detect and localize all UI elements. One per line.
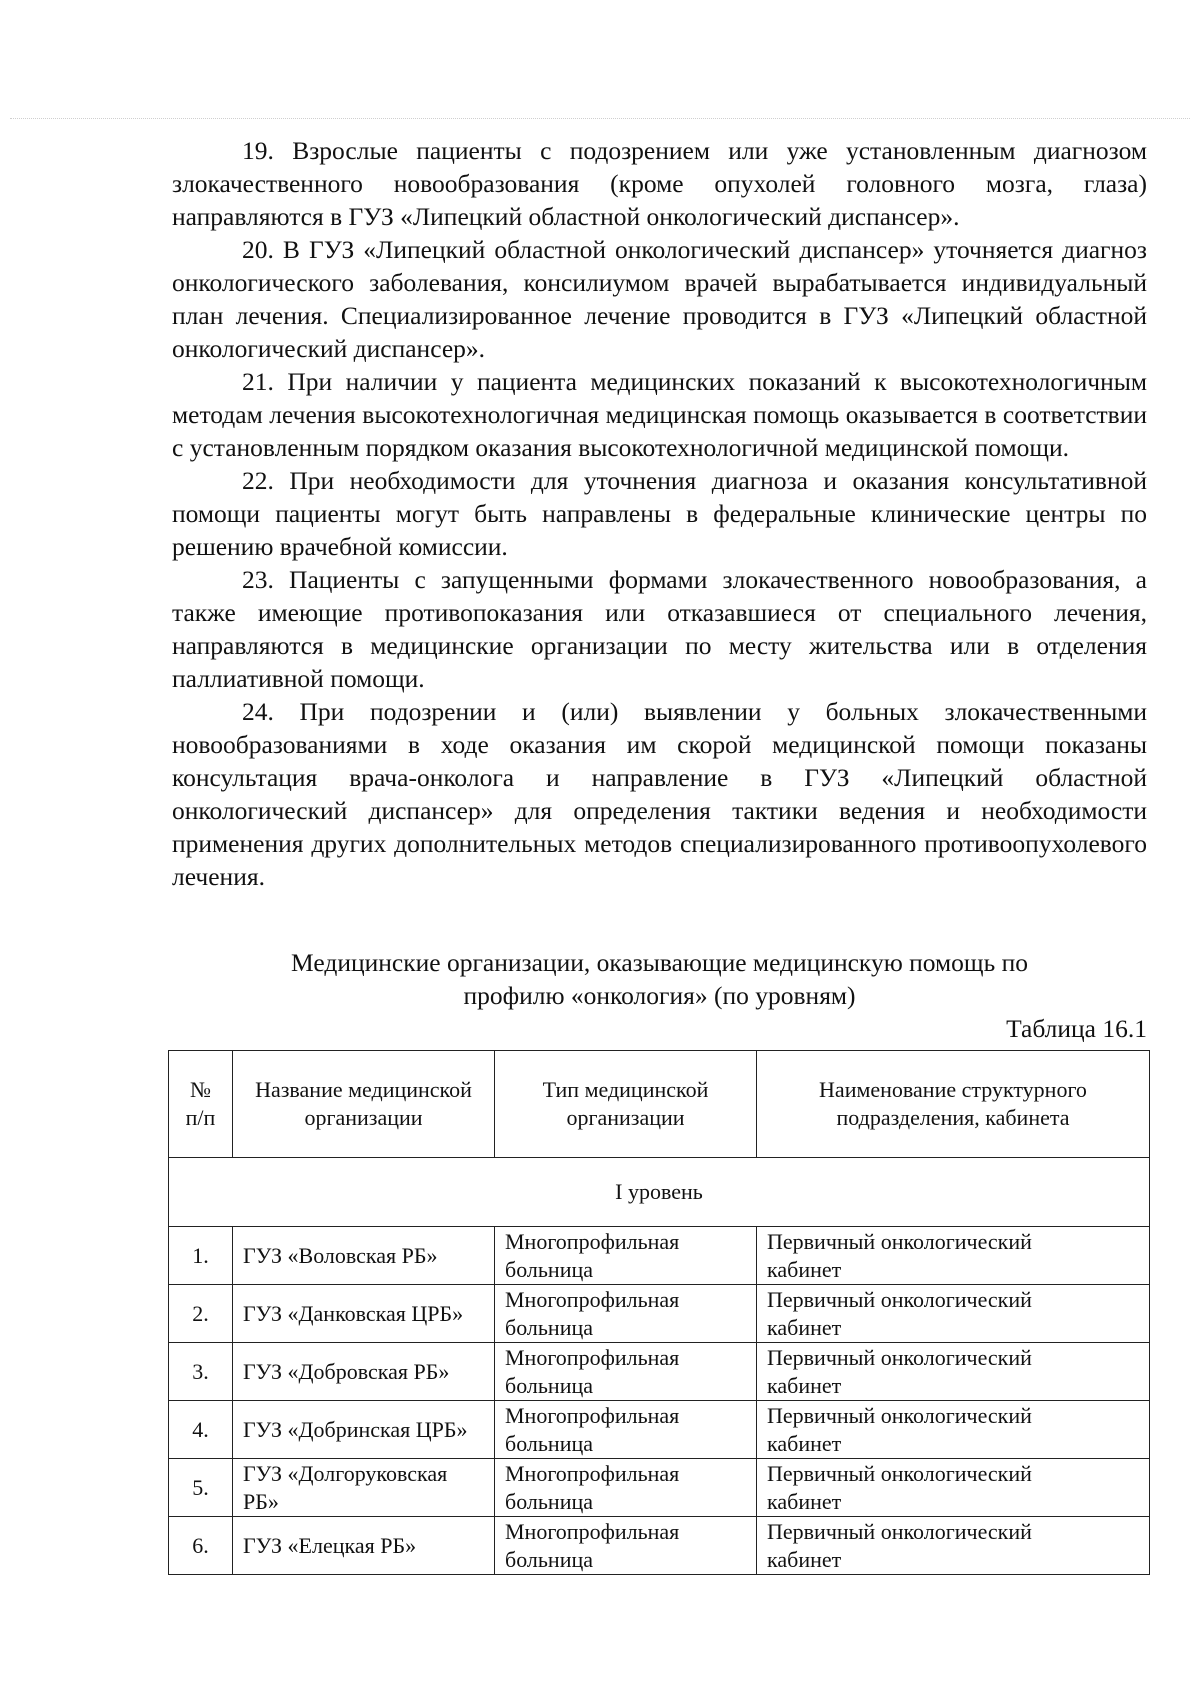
paragraph-23: 23. Пациенты с запущенными формами злокачественного новообразования, а также имеющие противопоказания или отказавшиеся от специального лечения, направляются в медицинские организации по месту жительства или в отделения паллиативной помощи.: [172, 565, 1147, 693]
row-organization-type: Многопрофильная больница: [495, 1517, 757, 1575]
row-organization-type: Многопрофильная больница: [495, 1343, 757, 1401]
row-organization-name: ГУЗ «Елецкая РБ»: [233, 1517, 495, 1575]
row-structural-unit: Первичный онкологический кабинет: [757, 1459, 1150, 1517]
paragraph-20: 20. В ГУЗ «Липецкий областной онкологический диспансер» уточняется диагноз онкологического заболевания, консилиумом врачей вырабатывается индивидуальный план лечения. Специализированное лечение проводится в ГУЗ «Липецкий областной онкологический диспансер».: [172, 235, 1147, 363]
table-row: [169, 1517, 1150, 1575]
paragraph-21: 21. При наличии у пациента медицинских показаний к высокотехнологичным методам лечения высокотехнологичная медицинская помощь оказывается в соответствии с установленным порядком оказания высокотехнологичной медицинской помощи.: [172, 367, 1147, 462]
header-number: № п/п: [169, 1051, 233, 1158]
row-organization-type: Многопрофильная больница: [495, 1459, 757, 1517]
row-number: 6.: [169, 1517, 233, 1575]
row-organization-type: Многопрофильная больница: [495, 1401, 757, 1459]
row-number: 1.: [169, 1227, 233, 1285]
row-structural-unit: Первичный онкологический кабинет: [757, 1343, 1150, 1401]
row-organization-name: ГУЗ «Добровская РБ»: [233, 1343, 495, 1401]
row-organization-name: ГУЗ «Долгоруковская РБ»: [233, 1459, 495, 1517]
level-row: [169, 1158, 1150, 1227]
row-organization-name: ГУЗ «Данковская ЦРБ»: [233, 1285, 495, 1343]
table-row: [169, 1401, 1150, 1459]
scan-artifact-line: [10, 118, 1190, 119]
oncology-organizations-table: [168, 1050, 1150, 1575]
row-number: 3.: [169, 1343, 233, 1401]
row-organization-type: Многопрофильная больница: [495, 1227, 757, 1285]
table-row: [169, 1459, 1150, 1517]
paragraph-24: 24. При подозрении и (или) выявлении у больных злокачественными новообразованиями в ходе оказания им скорой медицинской помощи показаны консультация врача-онколога и направление в ГУЗ «Липецкий областной онкологический диспансер» для определения тактики ведения и необходимости применения других дополнительных методов специализированного противоопухолевого лечения.: [172, 697, 1147, 891]
body-text: [172, 134, 1147, 893]
table-caption-line-2: профилю «онкология» (по уровням): [463, 981, 856, 1010]
row-number: 5.: [169, 1459, 233, 1517]
row-number: 2.: [169, 1285, 233, 1343]
paragraph-19: 19. Взрослые пациенты с подозрением или уже установленным диагнозом злокачественного новообразования (кроме опухолей головного мозга, глаза) направляются в ГУЗ «Липецкий областной онкологический диспансер».: [172, 136, 1147, 231]
header-organization-type: Тип медицинской организации: [495, 1051, 757, 1158]
row-organization-type: Многопрофильная больница: [495, 1285, 757, 1343]
paragraph-22: 22. При необходимости для уточнения диагноза и оказания консультативной помощи пациенты могут быть направлены в федеральные клинические центры по решению врачебной комиссии.: [172, 466, 1147, 561]
row-structural-unit: Первичный онкологический кабинет: [757, 1517, 1150, 1575]
table-caption: [172, 946, 1147, 1012]
table-row: [169, 1227, 1150, 1285]
row-structural-unit: Первичный онкологический кабинет: [757, 1401, 1150, 1459]
table-header-row: [169, 1051, 1150, 1158]
header-organization-name: Название медицинской организации: [233, 1051, 495, 1158]
row-organization-name: ГУЗ «Воловская РБ»: [233, 1227, 495, 1285]
table-row: [169, 1285, 1150, 1343]
table-number-label: Таблица 16.1: [1006, 1014, 1147, 1043]
row-number: 4.: [169, 1401, 233, 1459]
table-caption-line-1: Медицинские организации, оказывающие медицинскую помощь по: [291, 948, 1028, 977]
row-organization-name: ГУЗ «Добринская ЦРБ»: [233, 1401, 495, 1459]
row-structural-unit: Первичный онкологический кабинет: [757, 1285, 1150, 1343]
level-label: I уровень: [169, 1158, 1150, 1227]
table-row: [169, 1343, 1150, 1401]
header-structural-unit: Наименование структурного подразделения, кабинета: [757, 1051, 1150, 1158]
row-structural-unit: Первичный онкологический кабинет: [757, 1227, 1150, 1285]
